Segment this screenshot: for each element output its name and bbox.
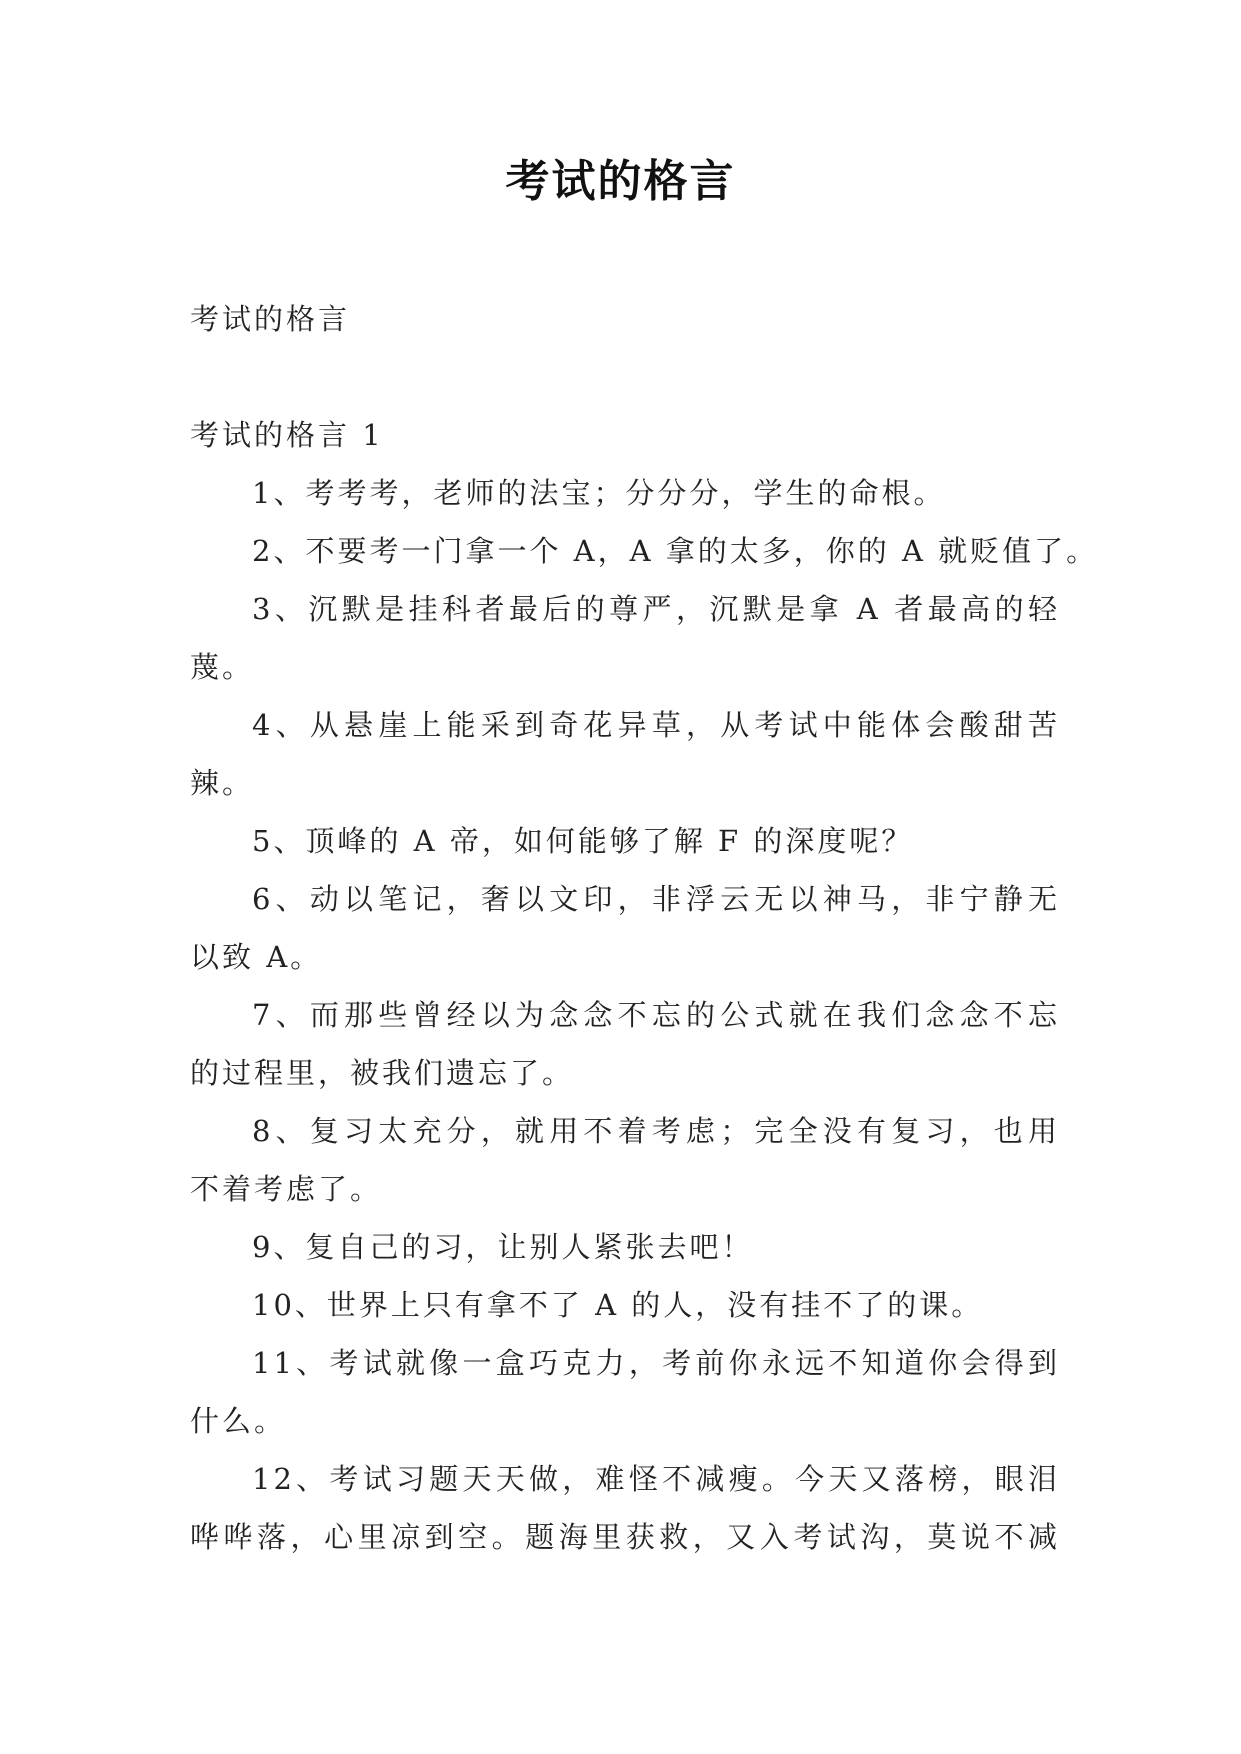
text-line: 5、顶峰的 A 帝，如何能够了解 F 的深度呢？: [252, 824, 914, 858]
text-line: 的过程里，被我们遗忘了。: [190, 1056, 575, 1090]
text-line: 12、考试习题天天做，难怪不减瘦。今天又落榜，眼泪: [252, 1462, 1060, 1496]
text-line: 辣。: [190, 766, 255, 800]
text-line: 11、考试就像一盒巧克力，考前你永远不知道你会得到: [252, 1346, 1060, 1380]
text-line: 1、考考考，老师的法宝；分分分，学生的命根。: [252, 476, 946, 510]
text-line: 6、动以笔记，奢以文印，非浮云无以神马，非宁静无: [252, 882, 1060, 916]
maxim-list: [190, 464, 1099, 1566]
text-line: 7、而那些曾经以为念念不忘的公式就在我们念念不忘: [252, 998, 1060, 1032]
text-line: 9、复自己的习，让别人紧张去吧！: [252, 1230, 754, 1264]
text-line: 8、复习太充分，就用不着考虑；完全没有复习，也用: [252, 1114, 1060, 1148]
text-line: 什么。: [190, 1404, 287, 1438]
text-line: 以致 A。: [190, 940, 323, 974]
text-line: 蔑。: [190, 650, 255, 684]
text-line: 不着考虑了。: [190, 1172, 383, 1206]
text-line: 2、不要考一门拿一个 A，A 拿的太多，你的 A 就贬值了。: [252, 534, 1099, 568]
text-line: 10、世界上只有拿不了 A 的人，没有挂不了的课。: [252, 1288, 984, 1322]
section-heading: 考试的格言 1: [190, 418, 384, 452]
document-subtitle: 考试的格言: [190, 302, 351, 336]
text-line: 哗哗落，心里凉到空。题海里获救，又入考试沟，莫说不减: [190, 1520, 1060, 1554]
document-title: 考试的格言: [505, 156, 736, 207]
text-line: 4、从悬崖上能采到奇花异草，从考试中能体会酸甜苦: [252, 708, 1060, 742]
document-body: [190, 290, 1099, 1566]
text-line: 3、沉默是挂科者最后的尊严，沉默是拿 A 者最高的轻: [252, 592, 1060, 626]
